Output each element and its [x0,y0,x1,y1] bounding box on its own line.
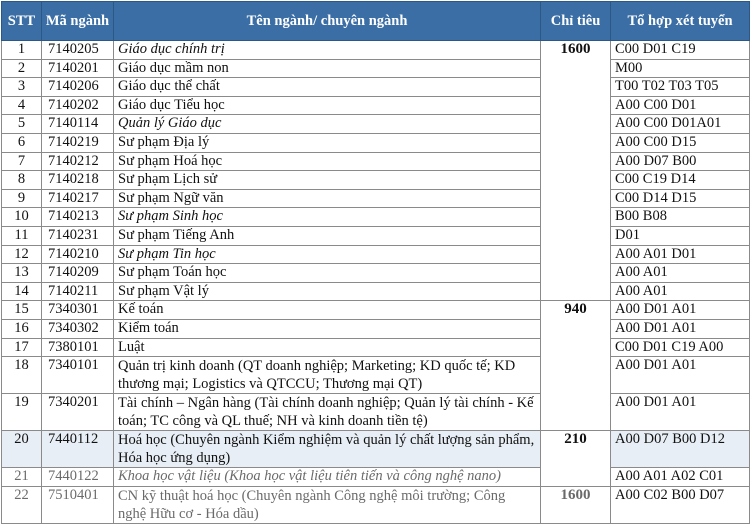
cell-combo: A00 D01 A01 [611,357,750,394]
table-row [2,357,750,394]
table-row [2,338,750,357]
cell-name: Kiểm toán [114,319,541,338]
cell-code: 7140210 [42,245,114,264]
cell-quota-economics-law: 940 [541,301,611,431]
cell-name: Quản lý Giáo dục [114,115,541,134]
cell-name: Sư phạm Ngữ văn [114,189,541,208]
cell-code: 7510401 [42,486,114,523]
cell-stt: 12 [2,245,42,264]
cell-code: 7140218 [42,171,114,190]
cell-code: 7340302 [42,319,114,338]
cell-combo: T00 T02 T03 T05 [611,78,750,97]
cell-stt: 3 [2,78,42,97]
cell-code: 7340101 [42,357,114,394]
cell-stt: 5 [2,115,42,134]
cell-name: Sư phạm Lịch sử [114,171,541,190]
cell-name: Hoá học (Chuyên ngành Kiểm nghiệm và quản lý chất lượng sản phẩm, Hóa học ứng dụng) [114,431,541,468]
cell-stt: 8 [2,171,42,190]
cell-stt: 18 [2,357,42,394]
cell-code: 7380101 [42,338,114,357]
cell-name: Quản trị kinh doanh (QT doanh nghiệp; Marketing; KD quốc tế; KD thương mại; Logistics và QTCCU; Thương mại QT) [114,357,541,394]
cell-name: Sư phạm Địa lý [114,133,541,152]
cell-code: 7140211 [42,282,114,301]
cell-code: 7140217 [42,189,114,208]
table-row [2,96,750,115]
cell-combo: A00 A01 [611,264,750,283]
cell-stt: 11 [2,226,42,245]
table-row [2,264,750,283]
cell-code: 7140201 [42,59,114,78]
table-row [2,208,750,227]
cell-name: Giáo dục thể chất [114,78,541,97]
cell-code: 7340301 [42,301,114,320]
cell-stt: 13 [2,264,42,283]
cell-code: 7140202 [42,96,114,115]
cell-combo: A00 D01 A01 [611,319,750,338]
header-code: Mã ngành [42,2,114,41]
table-row [2,59,750,78]
cell-combo: A00 C00 D01 [611,96,750,115]
cell-code: 7440112 [42,431,114,468]
table-row [2,319,750,338]
cell-code: 7140206 [42,78,114,97]
cell-combo: C00 D01 C19 A00 [611,338,750,357]
cell-name: Sư phạm Hoá học [114,152,541,171]
header-combo: Tổ hợp xét tuyển [611,2,750,41]
cell-combo: A00 D07 B00 D12 [611,431,750,468]
cell-stt: 10 [2,208,42,227]
cell-code: 7340201 [42,394,114,431]
cell-combo: B00 B08 [611,208,750,227]
cell-combo: M00 [611,59,750,78]
cell-stt: 20 [2,431,42,468]
cell-stt: 17 [2,338,42,357]
table-row [2,282,750,301]
cell-name: Giáo dục chính trị [114,41,541,60]
cell-combo: C00 D14 D15 [611,189,750,208]
cell-stt: 19 [2,394,42,431]
table-row [2,41,750,60]
cell-combo: A00 C00 D01A01 [611,115,750,134]
cell-stt: 2 [2,59,42,78]
table-row [2,115,750,134]
cell-quota-education: 1600 [541,41,611,301]
cell-combo: A00 D01 A01 [611,301,750,320]
cell-combo: A00 A01 [611,282,750,301]
cell-combo: A00 A01 D01 [611,245,750,264]
cell-stt: 15 [2,301,42,320]
cell-stt: 16 [2,319,42,338]
table-row [2,171,750,190]
table-row [2,394,750,431]
cell-combo: A00 D07 B00 [611,152,750,171]
cell-stt: 14 [2,282,42,301]
table-header-row [2,2,750,41]
cell-name: Giáo dục mầm non [114,59,541,78]
cell-name: Sư phạm Sinh học [114,208,541,227]
cell-code: 7140209 [42,264,114,283]
cell-name: Luật [114,338,541,357]
cell-stt: 7 [2,152,42,171]
admissions-table [1,1,750,524]
cell-name: Sư phạm Toán học [114,264,541,283]
cell-combo: D01 [611,226,750,245]
cell-code: 7140205 [42,41,114,60]
cell-name: Khoa học vật liệu (Khoa học vật liệu tiên tiến và công nghệ nano) [114,468,541,487]
header-quota: Chỉ tiêu [541,2,611,41]
cell-stt: 21 [2,468,42,487]
cell-stt: 9 [2,189,42,208]
cell-combo: A00 C00 D15 [611,133,750,152]
cell-stt: 4 [2,96,42,115]
cell-stt: 1 [2,41,42,60]
cell-code: 7140212 [42,152,114,171]
table-row [2,431,750,468]
cell-combo: A00 A01 A02 C01 [611,468,750,487]
table-row [2,245,750,264]
header-stt: STT [2,2,42,41]
cell-code: 7140114 [42,115,114,134]
table-row [2,152,750,171]
table-row [2,189,750,208]
cell-name: Tài chính – Ngân hàng (Tài chính doanh nghiệp; Quản lý tài chính - Kế toán; TC công và QL thuế; NH và kinh doanh tiền tệ) [114,394,541,431]
cell-code: 7140213 [42,208,114,227]
cell-combo: A00 C02 B00 D07 [611,486,750,523]
table-row [2,78,750,97]
cell-name: Kế toán [114,301,541,320]
table-row [2,226,750,245]
cell-code: 7440122 [42,468,114,487]
cell-code: 7140231 [42,226,114,245]
cell-stt: 22 [2,486,42,523]
cell-name: Giáo dục Tiểu học [114,96,541,115]
cell-code: 7140219 [42,133,114,152]
cell-name: CN kỹ thuật hoá học (Chuyên ngành Công nghệ môi trường; Công nghệ Hữu cơ - Hóa dầu) [114,486,541,523]
cell-combo: C00 C19 D14 [611,171,750,190]
table-row [2,133,750,152]
table-row [2,301,750,320]
cell-quota-chem-engineering: 1600 [541,486,611,523]
cell-stt: 6 [2,133,42,152]
cell-name: Sư phạm Tiếng Anh [114,226,541,245]
cell-combo: C00 D01 C19 [611,41,750,60]
cell-name: Sư phạm Vật lý [114,282,541,301]
cell-combo: A00 D01 A01 [611,394,750,431]
table-row [2,468,750,487]
cell-quota-chemistry: 210 [541,431,611,487]
cell-name: Sư phạm Tin học [114,245,541,264]
header-name: Tên ngành/ chuyên ngành [114,2,541,41]
